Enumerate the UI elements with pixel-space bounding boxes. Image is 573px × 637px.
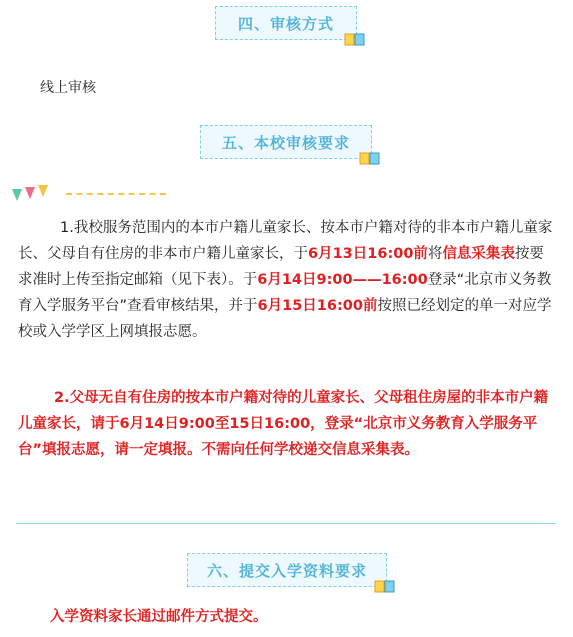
p1-text-i: 按照已经划定的单一对应学校或入学学区上网填报志愿。 xyxy=(18,298,552,340)
paragraph-2: 2.父母无自有住房的按本市户籍对待的儿童家长、父母租住房屋的非本市户籍儿童家长，请于6月14日9:00至15日16:00，登录“北京市义务教育入学服务平台”填报志愿，请一定填报。不需向任何学校递交信息采集表。 xyxy=(18,390,549,458)
section4-header xyxy=(215,6,357,40)
section5-title: 五、本校审核要求 xyxy=(221,133,350,152)
paragraph-1 xyxy=(18,215,558,345)
section6-header xyxy=(187,553,387,587)
section6-title: 六、提交入学资料要求 xyxy=(206,561,367,580)
p1-time-window: 6月14日9:00——16:00 xyxy=(257,272,428,288)
section-divider-line xyxy=(16,523,556,524)
section6-body: 入学资料家长通过邮件方式提交。 xyxy=(50,609,268,625)
p1-text-a: 1.我校服务范围内的本市户籍儿童家长、按本市户籍对待的非本市户籍儿童家长、父母自有住房的非本市户籍儿童家长，于 xyxy=(18,220,553,262)
p1-deadline-2: 6月15日16:00前 xyxy=(257,298,378,314)
book-sticker-icon xyxy=(374,578,396,594)
p1-text-c: 将 xyxy=(427,246,443,262)
book-sticker-icon xyxy=(359,150,381,166)
p1-form-name: 信息采集表 xyxy=(442,246,515,262)
book-sticker-icon xyxy=(344,31,366,47)
section4-body: 线上审核 xyxy=(40,80,96,96)
dashed-divider xyxy=(66,193,166,195)
section5-header xyxy=(200,125,372,159)
section4-title: 四、审核方式 xyxy=(237,14,334,33)
p1-text-g: 登录“北京市义务教育入学服务平台”查看审核结果，并于 xyxy=(18,272,552,314)
p1-deadline-1: 6月13日16:00前 xyxy=(308,246,428,262)
bunting-flags-icon xyxy=(12,185,54,203)
p1-text-e: 按要求准时上传至指定邮箱（见下表）。于 xyxy=(18,246,544,288)
